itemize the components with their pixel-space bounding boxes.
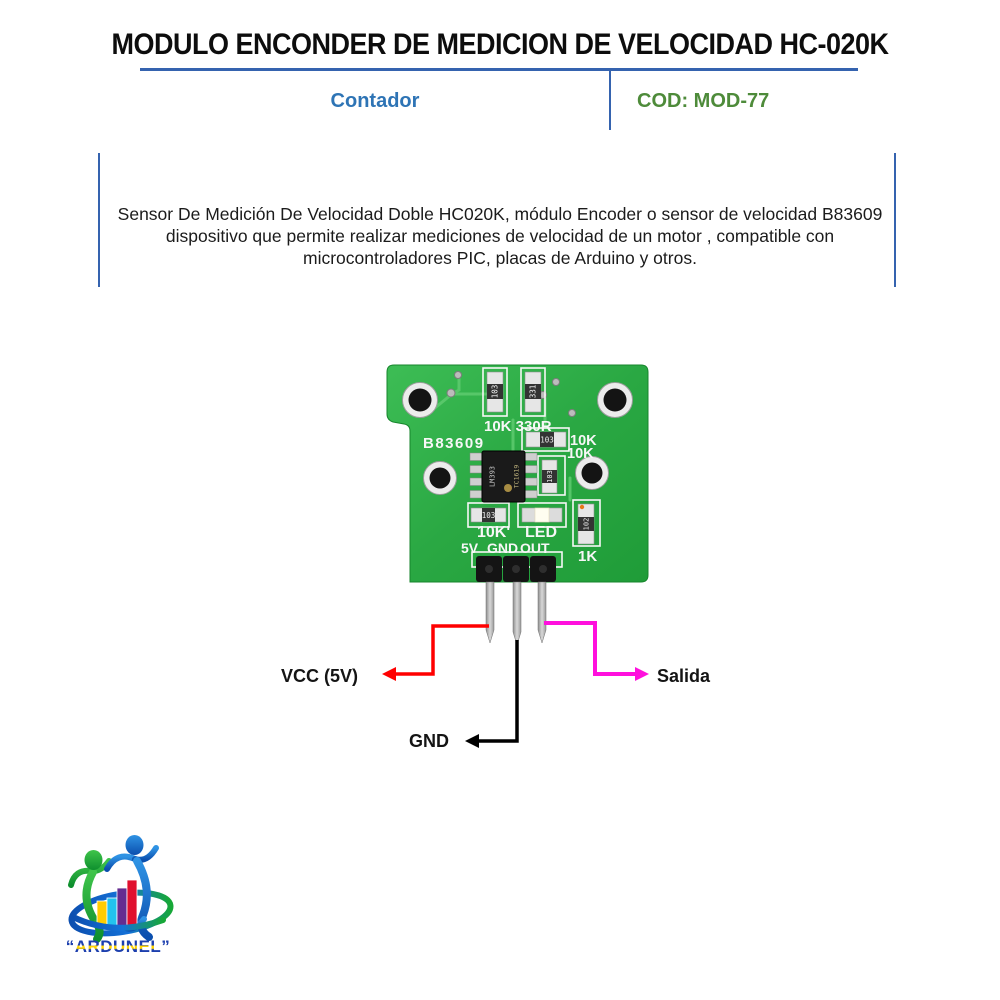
salida-label: Salida xyxy=(657,666,711,686)
out-wire xyxy=(544,623,637,674)
pin-label-5v: 5V xyxy=(461,540,479,556)
description-text: Sensor De Medición De Velocidad Doble HC020K, módulo Encoder o sensor de velocidad B83609 dispositivo que permite realizar mediciones de velocidad de un motor , compatible con microcontroladores PIC, placas de Arduino y otros. xyxy=(117,204,883,268)
smd-code: 103 xyxy=(490,384,500,399)
ic-marking: LM393 xyxy=(488,465,497,488)
mounting-hole xyxy=(403,383,438,418)
product-code: COD: MOD-77 xyxy=(637,90,770,112)
smd-code: 331 xyxy=(528,384,538,399)
module-diagram xyxy=(280,358,720,760)
vcc-label: VCC (5V) xyxy=(280,666,358,686)
silkscreen-top-resistors: 10K 330R xyxy=(484,418,552,435)
resistor-10k-top xyxy=(487,372,503,412)
smd-code: 103 xyxy=(546,470,554,483)
smd-code: 103 xyxy=(540,435,554,445)
smd-code: 102 xyxy=(582,517,591,531)
pin-gnd xyxy=(513,582,521,645)
logo-bar-chart xyxy=(97,880,137,926)
logo-bar-yellow xyxy=(97,901,107,926)
silkscreen-10k-2: 10K xyxy=(567,446,594,462)
mounting-hole xyxy=(424,462,457,495)
silkscreen-10k-1: 10K xyxy=(570,433,597,449)
pin-label-gnd: GND xyxy=(487,540,519,556)
gnd-wire xyxy=(477,640,517,741)
pin-label-out: OUT xyxy=(520,540,550,556)
logo-bar-purple xyxy=(117,888,127,926)
pin-header xyxy=(476,556,556,645)
header-divider xyxy=(609,71,611,130)
pin-5v xyxy=(486,582,494,643)
silkscreen-1k: 1K xyxy=(578,548,598,565)
out-arrowhead xyxy=(635,667,649,681)
title-underline xyxy=(140,68,858,71)
resistor-1k xyxy=(578,504,594,544)
gnd-arrowhead xyxy=(465,734,479,748)
ic-marking: TC1619 xyxy=(512,464,521,489)
description-left-border xyxy=(98,153,100,287)
logo-bar-red xyxy=(127,880,137,926)
resistor-10k-mid-v xyxy=(542,460,557,493)
resistor-330r-top xyxy=(525,372,541,412)
mounting-hole xyxy=(598,383,633,418)
brand-logo xyxy=(55,823,205,973)
page-title: MODULO ENCONDER DE MEDICION DE VELOCIDAD HC-020K xyxy=(111,28,889,61)
led-component xyxy=(522,508,562,522)
silkscreen-led: LED xyxy=(525,524,557,541)
gnd-label: GND xyxy=(409,731,449,751)
silkscreen-part-number: B83609 xyxy=(423,435,485,452)
category-label: Contador xyxy=(330,90,420,112)
resistor-10k-bottom xyxy=(471,508,506,522)
brand-name: “ARDUNEL” xyxy=(65,937,171,956)
pin-out xyxy=(538,582,546,643)
vcc-arrowhead xyxy=(382,667,396,681)
smd-code: 103 xyxy=(481,511,496,520)
silkscreen-10k-bottom: 10K' xyxy=(477,524,511,541)
logo-bar-cyan xyxy=(107,898,117,926)
vcc-wire xyxy=(394,626,489,674)
